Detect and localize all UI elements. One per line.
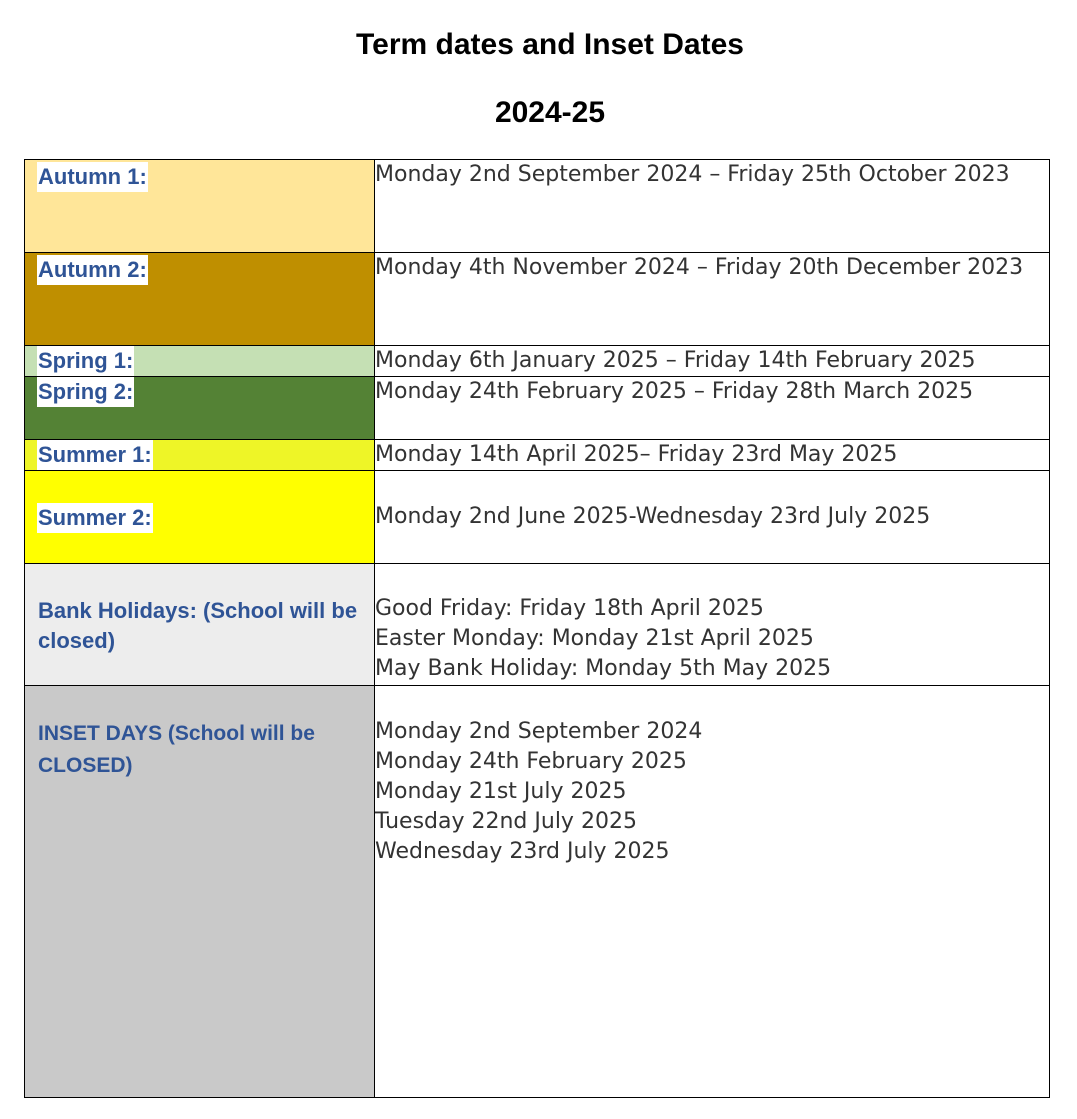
table-row-summer-2	[25, 471, 1050, 564]
table-row-spring-1	[25, 346, 1050, 377]
term-label: Spring 2:	[37, 377, 134, 407]
bank-holiday-date: Good Friday: Friday 18th April 2025	[375, 596, 764, 621]
table-row-autumn-1	[25, 160, 1050, 253]
inset-day-date: Tuesday 22nd July 2025	[375, 809, 637, 834]
term-label: Spring 1:	[37, 346, 134, 376]
page-title: Term dates and Inset Dates	[356, 28, 744, 61]
term-dates-cell	[375, 471, 1050, 564]
term-label-cell	[25, 346, 375, 377]
term-dates-cell	[375, 346, 1050, 377]
bank-holiday-date: May Bank Holiday: Monday 5th May 2025	[375, 656, 832, 681]
term-dates: Monday 6th January 2025 – Friday 14th February 2025	[375, 348, 976, 373]
bank-holidays-label: Bank Holidays: (School will be closed)	[38, 598, 358, 653]
term-dates-table	[24, 159, 1050, 1098]
page-subtitle-year: 2024-25	[494, 96, 606, 129]
term-label-cell	[25, 160, 375, 253]
inset-day-date: Wednesday 23rd July 2025	[375, 839, 670, 864]
term-label-cell	[25, 253, 375, 346]
term-dates: Monday 2nd September 2024 – Friday 25th October 2023	[375, 162, 1010, 187]
term-label: Autumn 1:	[37, 162, 148, 192]
table-row-inset-days	[25, 686, 1050, 1098]
inset-days-label: INSET DAYS (School will be CLOSED)	[38, 722, 315, 777]
term-dates: Monday 2nd June 2025-Wednesday 23rd July 2025	[375, 504, 931, 529]
term-label-cell	[25, 471, 375, 564]
inset-day-date: Monday 24th February 2025	[375, 749, 687, 774]
bank-holidays-dates-cell	[375, 564, 1050, 686]
term-dates: Monday 4th November 2024 – Friday 20th December 2023	[375, 255, 1024, 280]
term-dates-cell	[375, 160, 1050, 253]
table-row-bank-holidays	[25, 564, 1050, 686]
bank-holidays-label-cell	[25, 564, 375, 686]
term-label: Summer 2:	[37, 503, 153, 533]
bank-holiday-date: Easter Monday: Monday 21st April 2025	[375, 626, 814, 651]
table-row-autumn-2	[25, 253, 1050, 346]
term-label: Summer 1:	[37, 440, 153, 470]
term-dates-cell	[375, 377, 1050, 440]
inset-day-date: Monday 21st July 2025	[375, 779, 627, 804]
term-dates-cell	[375, 253, 1050, 346]
term-label: Autumn 2:	[37, 255, 148, 285]
inset-days-label-cell	[25, 686, 375, 1098]
term-dates: Monday 14th April 2025– Friday 23rd May 2025	[375, 442, 898, 467]
term-label-cell	[25, 440, 375, 471]
term-dates: Monday 24th February 2025 – Friday 28th March 2025	[375, 379, 974, 404]
term-dates-cell	[375, 440, 1050, 471]
table-row-summer-1	[25, 440, 1050, 471]
term-label-cell	[25, 377, 375, 440]
inset-day-date: Monday 2nd September 2024	[375, 719, 703, 744]
inset-days-dates-cell	[375, 686, 1050, 1098]
table-row-spring-2	[25, 377, 1050, 440]
